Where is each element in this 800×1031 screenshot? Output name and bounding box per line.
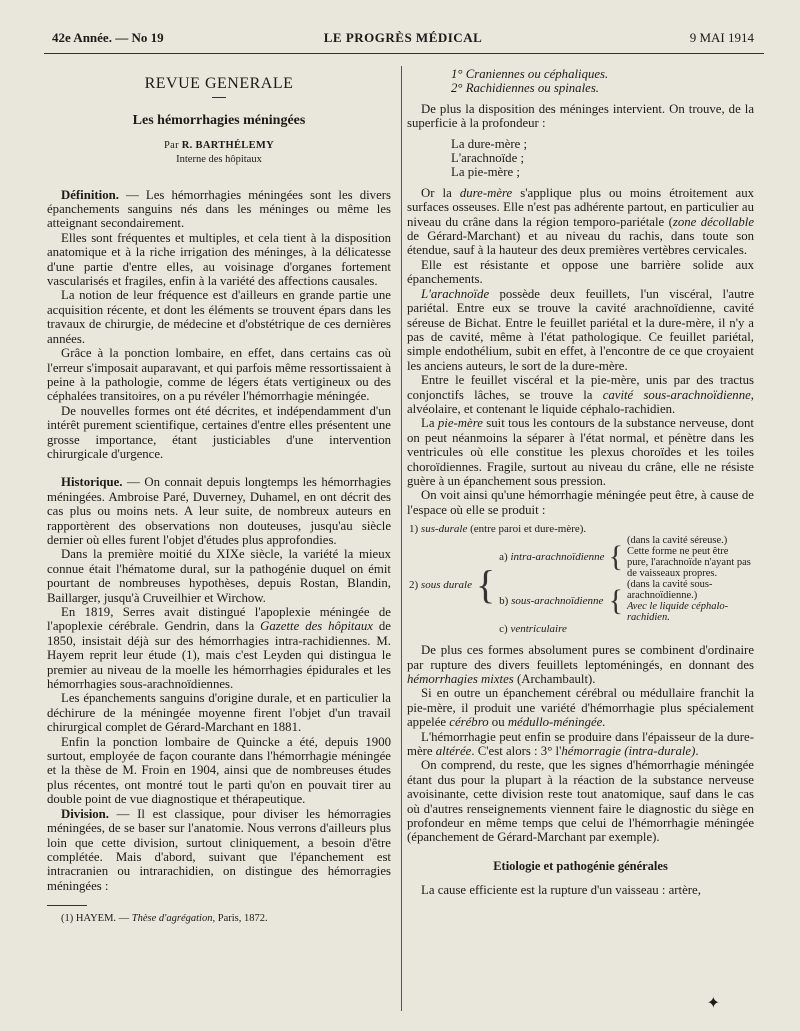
footnote: (1) HAYEM. — Thèse d'agrégation, Paris, 1872. [61, 913, 268, 925]
paragraph: En 1819, Serres avait distingué l'apoplexie méningée de l'apoplexie cérébrale. Gendrin, dans la Gazette des hôpitaux de 1850, insistait déjà sur des hémorrhagies intra-rachidiennes. M. Hayem reprit leur étude (1), mais c'est Leyden qui distingua le premier au niveau de la moelle les hémorrhagies épidurales et les hémorrhagies sous-arachnoïdiennes. [47, 605, 391, 692]
header-rule [44, 53, 764, 54]
list-item: 2° Rachidiennes ou spinales. [451, 81, 599, 96]
author-line [47, 139, 391, 153]
paragraph: Entre le feuillet viscéral et la pie-mère, unis par des tractus conjonctifs lâches, se trouve la cavité sous-arachnoïdienne, alvéolaire, et contenant le liquide céphalo-rachidien. [407, 373, 754, 416]
brace-icon: { [475, 562, 496, 608]
section-heading: REVUE GENERALE [144, 75, 294, 92]
paragraph: La cause efficiente est la rupture d'un vaisseau : artère, [421, 883, 701, 898]
brace-icon: { [608, 540, 623, 574]
cross-mark-icon: ✦ [706, 995, 720, 1012]
author-prefix: Par [163, 139, 182, 151]
definition-heading: Définition. [61, 187, 119, 202]
left-column [47, 63, 391, 927]
paragraph: L'arachnoïde possède deux feuillets, l'un viscéral, l'autre pariétal. Entre eux se trouve la cavité arachnoïdienne, cavité séreuse de Bichat. Entre le feuillet pariétal et la dure-mère, il n'y a pas de cavité, même à l'état pathologique. Ce feuillet pariétal, simple endothélium, subit en effet, à l'encontre de ce que croyaient les anciens auteurs, le sort de la dure-mère. [407, 286, 754, 373]
paragraph: La pie-mère suit tous les contours de la substance nerveuse, dont on peut néanmoins la séparer à l'état normal, et pénètre dans les ventricules où elle constitue les plexus choroïdes et les toiles choroïdiennes. Fragile, surtout au niveau du crâne, elle ne résiste guère à un épanchement sous pression. [407, 416, 754, 488]
paragraph: Grâce à la ponction lombaire, en effet, dans certains cas où l'erreur s'imposait auparavant, et qui parfois même ressortissaient à peine à la pathologie, comme de légers états vertigineux ou des céphalées transitoires, on a pu révéler l'hémorrhagie méningée. [47, 346, 391, 404]
division-paragraph: Division. — Il est classique, pour diviser les hémorragies méningées, de se baser sur l'anatomie. Nous verrons d'ailleurs plus loin que cette division, surtout cliniquement, a besoin d'être complétée. Mais d'abord, suivant que l'épanchement est intracranien ou intrarachidien, on distingue des hémorragies méningées : [47, 806, 391, 893]
list-item: L'arachnoïde ; [451, 151, 525, 166]
paragraph: Les épanchements sanguins d'origine durale, et en particulier la déchirure de la méningée moyenne firent l'objet d'un travail chirurgical complet de Gérard-Marchant en 1881. [47, 691, 391, 735]
author-role: Interne des hôpitaux [176, 154, 262, 166]
historique-heading: Historique. [61, 475, 123, 490]
table-row: 2) sous durale { a) intra-arachnoïdienne { (dans la cavité séreuse.) Cette forme ne peut être pure, l'arachnoïde n'ayant pas de vaisseaux propres. [407, 535, 754, 579]
column-divider [401, 66, 402, 1011]
brace-icon: { [608, 584, 623, 618]
issue-date: 9 MAI 1914 [689, 30, 754, 45]
paragraph: On comprend, du reste, que les signes d'hémorrhagie méningée étant dus pour la plupart à la réaction de la substance nerveuse avoisinante, cette division reste tout anatomique, sauf dans le cas où d'autres renseignements viennent faire le diagnostic du siège en profondeur en même temps que celui de l'hémorrhagie méningée (épanchement de Gérard-Marchant par exemple). [407, 758, 754, 845]
classification-table [407, 523, 754, 635]
right-column [407, 63, 754, 898]
paragraph: De nouvelles formes ont été décrites, et indépendamment d'un intérêt purement scientifique, certaines d'entre elles présentent une grosse importance, étant justiciables d'une intervention chirurgicale d'urgence. [47, 403, 391, 461]
table-row: c) ventriculaire [499, 623, 567, 636]
journal-title: LE PROGRÈS MÉDICAL [323, 30, 483, 45]
list-item: La pie-mère ; [451, 165, 520, 180]
paragraph: Si en outre un épanchement cérébral ou médullaire franchit la pie-mère, il produit une variété d'hémorrhagie plus spécialement appelée cérébro ou médullo-méningée. [407, 686, 754, 730]
paragraph: Elles sont fréquentes et multiples, et cela tient à la disposition anatomique et à la riche irrigation des méninges, à la délicatesse d'une partie d'entre elles, au voisinage d'organes fortement vascularisés et fragiles, enfin à la variété des affections causales. [47, 230, 391, 289]
paragraph: De plus la disposition des méninges intervient. On trouve, de la superficie à la profondeur : [407, 101, 754, 131]
paragraph: Enfin la ponction lombaire de Quincke a été, depuis 1900 surtout, employée de façon courante dans l'hémorrhagie méningée et la thèse de M. Froin en 1904, ainsi que de nombreuses études plus récentes, ont montré tout le parti qu'on en pouvait tirer au double point de vue diagnostique et thérapeutique. [47, 734, 391, 807]
paragraph: Or la dure-mère s'applique plus ou moins étroitement aux surfaces osseuses. Elle n'est pas adhérente partout, en particulier au niveau du crâne dans la région temporo-pariétale (zone décollable de Gérard-Marchant) et au niveau du rachis, dans toute son étendue, sauf à la hauteur des deux premières vertèbres cervicales. [407, 185, 754, 258]
issue-number: 42e Année. — No 19 [52, 30, 164, 45]
definition-paragraph: Définition. — Les hémorrhagies méningées sont les divers épanchements sanguins nés dans les méninges ou même les atteignant secondairement. [47, 187, 391, 231]
table-row: 1) sus-durale (entre paroi et dure-mère). [409, 523, 587, 536]
paragraph: La notion de leur fréquence est d'ailleurs en grande partie une acquisition récente, et dont les éléments se trouvent épars dans les travaux de chirurgie, de médecine et d'obstétrique de ces dernières années. [47, 288, 391, 346]
paragraph: L'hémorrhagie peut enfin se produire dans l'épaisseur de la dure-mère altérée. C'est alors : 3° l'hémorragie (intra-durale). [407, 729, 754, 759]
article-title: Les hémorrhagies méningées [132, 113, 306, 129]
table-row: b) sous-arachnoïdienne { (dans la cavité sous-arachnoïdienne.) Avec le liquide céphalo-rachidien. [499, 579, 729, 624]
historique-paragraph: Historique. — On connait depuis longtemps les hémorrhagies méningées. Ambroise Paré, Duverney, Duhamel, en ont décrit des cas plus ou moins nets. A leur suite, de nombreux auteurs en rapportèrent des observations non douteuses, jusqu'au siècle dernier où elles furent l'objet d'études plus approfondies. [47, 475, 391, 547]
paragraph: De plus ces formes absolument pures se combinent d'ordinaire par rupture des divers feuillets leptoméningés, en donnant des hémorrhagies mixtes (Archambault). [407, 643, 754, 686]
location-list [451, 67, 754, 96]
paragraph: Dans la première moitié du XIXe siècle, la variété la mieux connue était l'hématome dural, sur la pathogénie duquel on émit pourtant de nombreuses hypothèses, depuis Rostan, Blandin, Baillarger, jusqu'à Cruveilhier et Wirchow. [47, 547, 391, 605]
running-header [52, 30, 754, 52]
paragraph: On voit ainsi qu'une hémorrhagie méningée peut être, à cause de l'espace où elle se produit : [407, 488, 754, 517]
meninges-list [451, 137, 754, 180]
section-dash [212, 97, 226, 98]
paragraph: Elle est résistante et oppose une barrière solide aux épanchements. [407, 257, 754, 287]
list-item: La dure-mère ; [451, 136, 528, 151]
footnote-rule [47, 905, 87, 906]
division-heading: Division. [61, 806, 110, 821]
subsection-heading: Etiologie et pathogénie générales [493, 858, 668, 873]
list-item: 1° Craniennes ou céphaliques. [451, 67, 609, 81]
author-name: R. BARTHÉLEMY [181, 139, 275, 151]
